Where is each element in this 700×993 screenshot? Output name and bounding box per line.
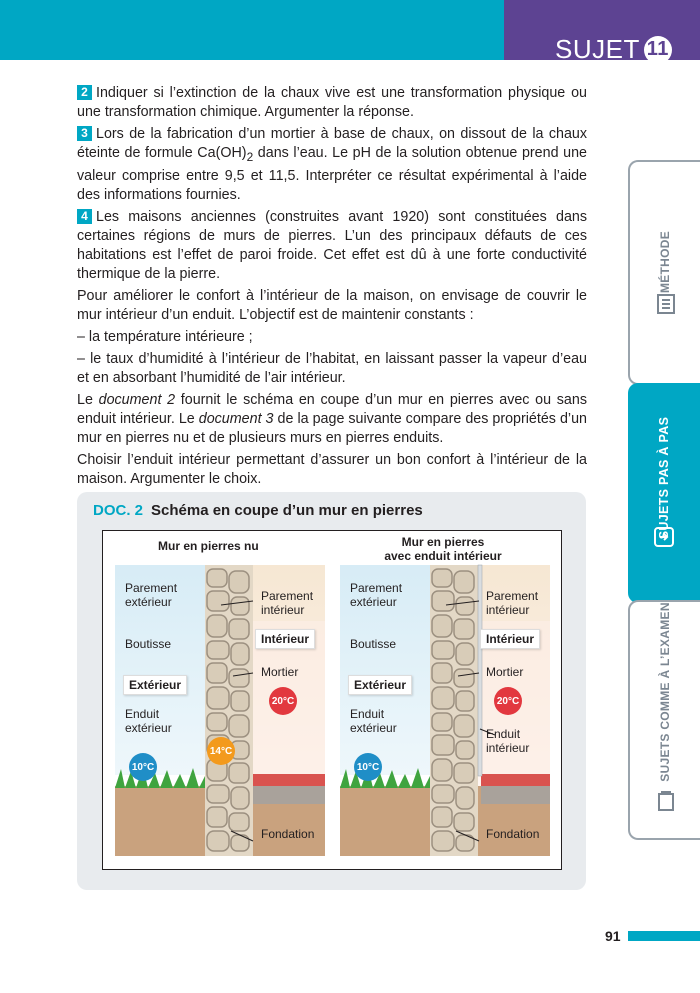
temp-wall: 14°C [207,737,235,765]
notebook-icon [654,292,678,316]
label-parement-exterieur: Parement extérieur [350,581,403,609]
temp-interieur: 20°C [269,687,297,715]
document-2-box [77,492,586,890]
label-enduit-exterieur: Enduit extérieur [125,707,172,735]
label-fondation: Fondation [486,827,540,841]
text-run: fournit le schéma en coupe d’un mur en pierres avec ou sans enduit intérieur. Le [77,391,587,427]
right-panel-title [383,535,503,563]
doc-reference: document 2 [98,391,176,408]
doc-caption: Schéma en coupe d’un mur en pierres [151,502,423,519]
text-run: de la page suivante compare des propriétés d’un mur en pierres nu et de plusieurs murs en pierres enduits. [77,410,588,446]
text-run: Le [77,391,99,408]
left-panel-title: Mur en pierres nu [158,539,259,553]
paragraph: Choisir l’enduit intérieur permettant d’assurer un bon confort à l’intérieur de la maison. Argumenter le choix. [77,451,587,487]
label-enduit-exterieur: Enduit extérieur [350,707,397,735]
side-tab-examen[interactable] [628,600,700,840]
list-item: – la température intérieure ; [77,328,253,345]
label-fondation: Fondation [261,827,315,841]
side-tab-label: SUJETS PAS À PAS [657,416,671,540]
temp-interieur: 20°C [494,687,522,715]
question-2 [77,84,587,122]
label-parement-exterieur: Parement extérieur [125,581,178,609]
side-tab-label: SUJETS COMME À L’EXAMEN [658,602,672,782]
question-text: Lors de la fabrication d’un mortier à base de chaux, on dissout de la chaux éteinte de formule Ca(OH) [77,126,587,161]
page-number: 91 [605,928,621,944]
doc-title [93,502,423,519]
question-number: 3 [77,126,92,141]
question-number: 4 [77,209,92,224]
side-tab-pas-a-pas[interactable] [628,383,700,603]
temp-exterieur: 10°C [129,753,157,781]
side-tab-label: MÉTHODE [658,230,672,294]
exercise-text [77,84,587,492]
label-parement-interieur: Parement intérieur [486,589,539,617]
doc-label: DOC. 2 [93,502,144,519]
question-4 [77,208,587,284]
list-item: – le taux d’humidité à l’intérieur de l’habitat, en laissant passer la vapeur d’eau et en absorbant l’humidité de l’air intérieur. [77,350,587,386]
question-3 [77,125,587,205]
label-mortier: Mortier [486,665,524,679]
side-tab-methode[interactable] [628,160,700,385]
question-text: dans l’eau. Le pH de la solution obtenue prend une valeur comprise entre 9,5 et 11,5. Interpréter ce résultat expérimental à l’aide des informations fournies. [77,145,587,203]
temp-exterieur: 10°C [354,753,382,781]
paragraph [77,391,587,448]
label-exterieur: Extérieur [123,675,187,695]
title-line: avec enduit intérieur [384,549,502,563]
subject-number-badge: 11 [644,36,672,64]
label-boutisse: Boutisse [125,637,172,651]
label-mortier: Mortier [261,665,299,679]
label-exterieur: Extérieur [348,675,412,695]
subject-heading [555,34,672,65]
question-text: Indiquer si l’extinction de la chaux vive est une transformation physique ou une transformation chimique. Argumenter la réponse. [77,85,587,120]
label-interieur: Intérieur [480,629,540,649]
formula-subscript: 2 [246,149,254,164]
wall-section-figure [102,530,562,870]
exam-sheet-icon [654,790,678,814]
label-enduit-interieur: Enduit intérieur [486,727,530,755]
paragraph: Pour améliorer le confort à l’intérieur de la maison, on envisage de couvrir le mur intérieur d’un enduit. L’objectif est de maintenir constants : [77,287,587,323]
header-teal-band [0,0,504,60]
title-line: Mur en pierres [401,535,485,549]
label-interieur: Intérieur [255,629,315,649]
subject-word: SUJET [555,34,640,64]
question-text: Les maisons anciennes (construites avant 1920) sont constituées dans certaines régions de murs de pierres. L’un des principaux défauts de ces habitations est l’effet de paroi froide. Cet effet est dû à une forte conductivité thermique de la pierre. [77,208,587,282]
page-number-bar [628,931,700,941]
doc-reference: document 3 [198,410,274,427]
question-number: 2 [77,85,92,100]
label-parement-interieur: Parement intérieur [261,589,314,617]
label-boutisse: Boutisse [350,637,397,651]
